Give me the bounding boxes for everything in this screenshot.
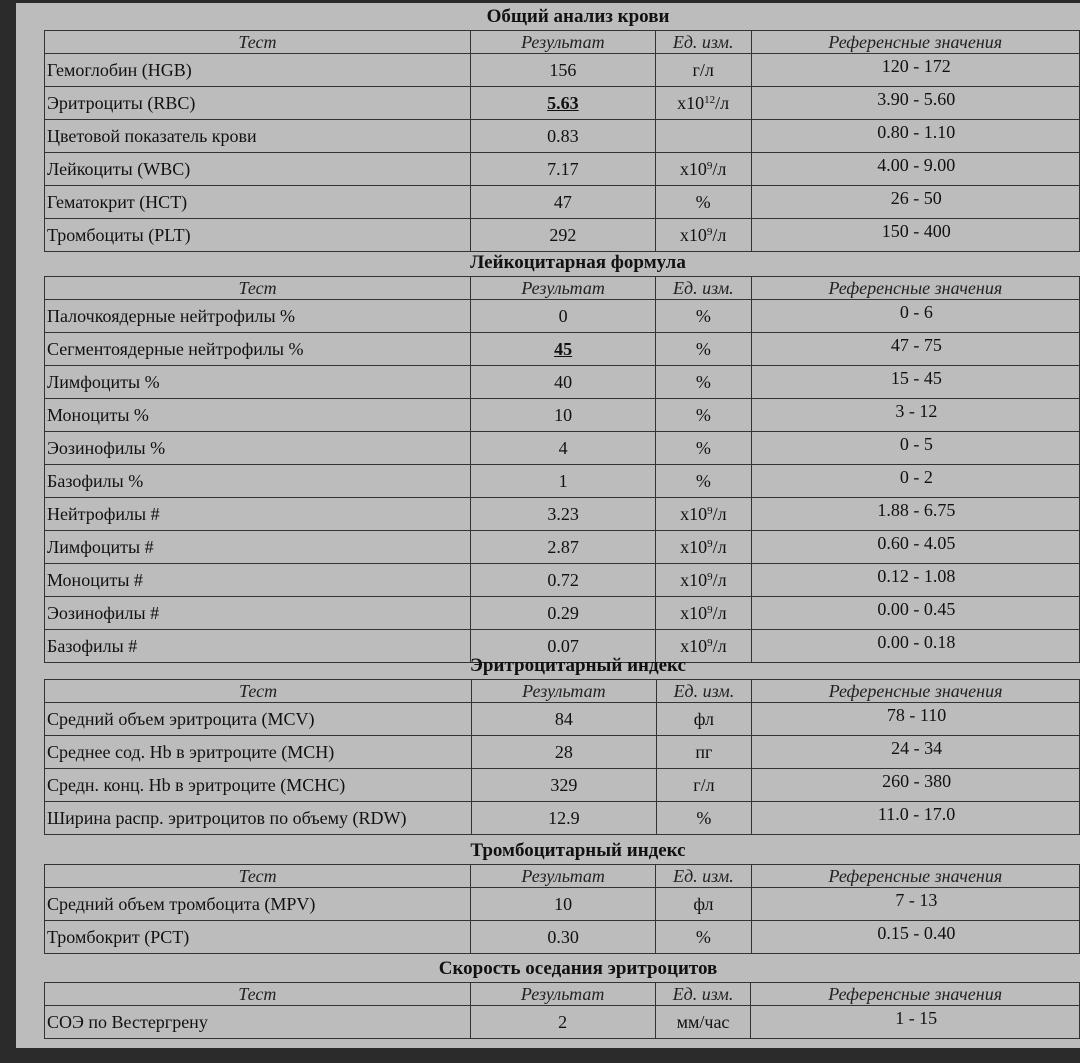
result-value: 10	[554, 893, 573, 914]
header-test: Тест	[45, 277, 471, 300]
test-name: Базофилы %	[45, 465, 471, 498]
test-result	[471, 531, 656, 564]
test-result	[472, 802, 657, 835]
reference-range: 3 - 12	[751, 399, 1079, 432]
result-value: 10	[554, 404, 573, 425]
table-row	[45, 888, 1080, 921]
test-result	[471, 366, 656, 399]
result-value: 0.30	[547, 926, 579, 947]
reference-range: 0.12 - 1.08	[751, 564, 1079, 597]
table-header-row	[45, 865, 1080, 888]
test-unit: фл	[656, 888, 752, 921]
section-title: Эритроцитарный индекс	[470, 655, 686, 676]
results-table	[44, 982, 1080, 1039]
reference-range: 150 - 400	[751, 219, 1080, 252]
results-table	[44, 276, 1080, 663]
reference-range: 0.15 - 0.40	[751, 921, 1079, 954]
report-sheet	[16, 0, 1080, 1048]
result-value: 0.83	[547, 125, 579, 146]
table-row	[45, 186, 1080, 219]
test-result	[471, 597, 656, 630]
test-unit: $x10^9/л$	[656, 498, 752, 531]
reference-range: 15 - 45	[751, 366, 1079, 399]
test-name: Среднее сод. Hb в эритроците (MCH)	[45, 736, 472, 769]
table-row	[45, 432, 1080, 465]
table-row	[45, 531, 1080, 564]
reference-range: 0.00 - 0.18	[751, 630, 1079, 663]
header-test: Тест	[45, 680, 472, 703]
header-result: Результат	[470, 31, 655, 54]
abnormal-result-value: 45	[554, 338, 573, 359]
table-row	[45, 597, 1080, 630]
top-border	[16, 0, 1080, 3]
header-unit: Ед. изм.	[655, 983, 751, 1006]
result-value: 0.07	[547, 635, 579, 656]
table-row	[45, 465, 1080, 498]
test-name: Цветовой показатель крови	[45, 120, 471, 153]
test-name: Моноциты #	[45, 564, 471, 597]
reference-range: 0 - 2	[751, 465, 1079, 498]
table-row	[45, 498, 1080, 531]
test-unit: %	[656, 432, 752, 465]
result-value: 0.72	[547, 569, 579, 590]
test-name: Лейкоциты (WBC)	[45, 153, 471, 186]
table-row	[45, 153, 1080, 186]
test-unit: $x10^{12}/л$	[655, 87, 751, 120]
reference-range: 0 - 6	[751, 300, 1079, 333]
table-row	[45, 399, 1080, 432]
header-ref: Референсные значения	[751, 983, 1080, 1006]
result-value: 84	[554, 708, 573, 729]
test-unit: г/л	[655, 54, 751, 87]
table-row	[45, 1006, 1080, 1039]
header-ref: Референсные значения	[751, 31, 1080, 54]
test-result	[471, 432, 656, 465]
result-value: 0.29	[547, 602, 579, 623]
test-name: Средн. конц. Hb в эритроците (MCHC)	[45, 769, 472, 802]
reference-range: 4.00 - 9.00	[751, 153, 1080, 186]
test-unit: $x10^9/л$	[656, 630, 752, 663]
reference-range: 0.60 - 4.05	[751, 531, 1079, 564]
section-title: Общий анализ крови	[486, 6, 670, 27]
table-row	[45, 769, 1080, 802]
test-name: Сегментоядерные нейтрофилы %	[45, 333, 471, 366]
test-result	[471, 300, 656, 333]
result-value: 0	[558, 305, 568, 326]
results-table	[44, 864, 1080, 954]
header-result: Результат	[471, 277, 656, 300]
test-result	[472, 703, 657, 736]
test-unit: %	[656, 300, 752, 333]
header-test: Тест	[45, 31, 471, 54]
test-result	[472, 736, 657, 769]
test-result	[471, 498, 656, 531]
test-result	[470, 54, 655, 87]
test-name: Моноциты %	[45, 399, 471, 432]
header-test: Тест	[45, 983, 471, 1006]
table-row	[45, 219, 1080, 252]
table-header-row	[45, 983, 1080, 1006]
result-value: 40	[554, 371, 573, 392]
test-unit	[655, 120, 751, 153]
result-value: 28	[554, 741, 573, 762]
reference-range: 1 - 15	[751, 1006, 1080, 1039]
reference-range: 11.0 - 17.0	[752, 802, 1080, 835]
test-unit: %	[656, 465, 752, 498]
test-unit: фл	[656, 703, 752, 736]
header-unit: Ед. изм.	[656, 865, 752, 888]
test-result	[470, 1006, 655, 1039]
reference-range: 78 - 110	[752, 703, 1080, 736]
test-name: Эозинофилы %	[45, 432, 471, 465]
abnormal-result-value: 5.63	[547, 92, 579, 113]
result-value: 2.87	[547, 536, 579, 557]
test-unit: %	[656, 333, 752, 366]
test-name: Эозинофилы #	[45, 597, 471, 630]
header-test: Тест	[45, 865, 471, 888]
test-result	[471, 333, 656, 366]
result-value: 47	[553, 191, 572, 212]
reference-range: 0.00 - 0.45	[751, 597, 1079, 630]
header-result: Результат	[472, 680, 657, 703]
section-title: Тромбоцитарный индекс	[470, 840, 686, 861]
test-result	[470, 87, 655, 120]
table-row	[45, 564, 1080, 597]
header-ref: Референсные значения	[752, 680, 1080, 703]
header-unit: Ед. изм.	[655, 31, 751, 54]
header-ref: Референсные значения	[751, 277, 1079, 300]
table-row	[45, 333, 1080, 366]
header-unit: Ед. изм.	[656, 680, 752, 703]
result-value: 292	[549, 224, 577, 245]
table-row	[45, 54, 1080, 87]
test-unit: г/л	[656, 769, 752, 802]
test-name: СОЭ по Вестергрену	[45, 1006, 471, 1039]
section-title: Скорость оседания эритроцитов	[438, 958, 718, 979]
test-name: Средний объем тромбоцита (MPV)	[45, 888, 471, 921]
result-value: 4	[558, 437, 568, 458]
table-row	[45, 120, 1080, 153]
test-name: Эритроциты (RBC)	[45, 87, 471, 120]
test-unit: %	[656, 802, 752, 835]
test-name: Нейтрофилы #	[45, 498, 471, 531]
table-header-row	[45, 680, 1080, 703]
test-result	[471, 465, 656, 498]
result-value: 156	[549, 59, 577, 80]
header-ref: Референсные значения	[751, 865, 1079, 888]
test-result	[471, 921, 656, 954]
header-result: Результат	[471, 865, 656, 888]
test-unit: $x10^9/л$	[656, 597, 752, 630]
test-name: Лимфоциты #	[45, 531, 471, 564]
reference-range: 26 - 50	[751, 186, 1080, 219]
test-name: Гемоглобин (HGB)	[45, 54, 471, 87]
reference-range: 1.88 - 6.75	[751, 498, 1079, 531]
results-table	[44, 30, 1080, 252]
reference-range: 120 - 172	[751, 54, 1080, 87]
table-row	[45, 802, 1080, 835]
header-unit: Ед. изм.	[656, 277, 752, 300]
table-header-row	[45, 277, 1080, 300]
result-value: 12.9	[548, 807, 580, 828]
test-name: Ширина распр. эритроцитов по объему (RDW)	[45, 802, 472, 835]
reference-range: 47 - 75	[751, 333, 1079, 366]
test-unit: %	[656, 921, 752, 954]
test-result	[470, 219, 655, 252]
header-result: Результат	[470, 983, 655, 1006]
test-unit: $x10^9/л$	[655, 219, 751, 252]
result-value: 1	[558, 470, 568, 491]
table-row	[45, 703, 1080, 736]
test-result	[471, 888, 656, 921]
test-unit: пг	[656, 736, 752, 769]
test-name: Гематокрит (HCT)	[45, 186, 471, 219]
table-row	[45, 921, 1080, 954]
test-result	[471, 399, 656, 432]
test-result	[470, 120, 655, 153]
reference-range: 3.90 - 5.60	[751, 87, 1080, 120]
test-result	[471, 564, 656, 597]
reference-range: 7 - 13	[751, 888, 1079, 921]
table-row	[45, 300, 1080, 333]
section-title: Лейкоцитарная формула	[470, 252, 686, 273]
reference-range: 260 - 380	[752, 769, 1080, 802]
test-unit: мм/час	[655, 1006, 751, 1039]
table-row	[45, 87, 1080, 120]
test-unit: $x10^9/л$	[656, 531, 752, 564]
test-result	[470, 153, 655, 186]
test-name: Палочкоядерные нейтрофилы %	[45, 300, 471, 333]
results-table	[44, 679, 1080, 835]
test-unit: %	[656, 399, 752, 432]
table-row	[45, 366, 1080, 399]
test-name: Тромбокрит (PCT)	[45, 921, 471, 954]
result-value: 329	[550, 774, 578, 795]
test-unit: %	[656, 366, 752, 399]
test-name: Средний объем эритроцита (MCV)	[45, 703, 472, 736]
result-value: 7.17	[547, 158, 579, 179]
result-value: 3.23	[547, 503, 579, 524]
test-unit: $x10^9/л$	[655, 153, 751, 186]
table-header-row	[45, 31, 1080, 54]
test-unit: %	[655, 186, 751, 219]
test-result	[470, 186, 655, 219]
result-value: 2	[558, 1011, 568, 1032]
test-result	[472, 769, 657, 802]
test-unit: $x10^9/л$	[656, 564, 752, 597]
reference-range: 0 - 5	[751, 432, 1079, 465]
test-name: Лимфоциты %	[45, 366, 471, 399]
reference-range: 0.80 - 1.10	[751, 120, 1080, 153]
test-name: Тромбоциты (PLT)	[45, 219, 471, 252]
test-name: Базофилы #	[45, 630, 471, 663]
reference-range: 24 - 34	[752, 736, 1080, 769]
table-row	[45, 736, 1080, 769]
